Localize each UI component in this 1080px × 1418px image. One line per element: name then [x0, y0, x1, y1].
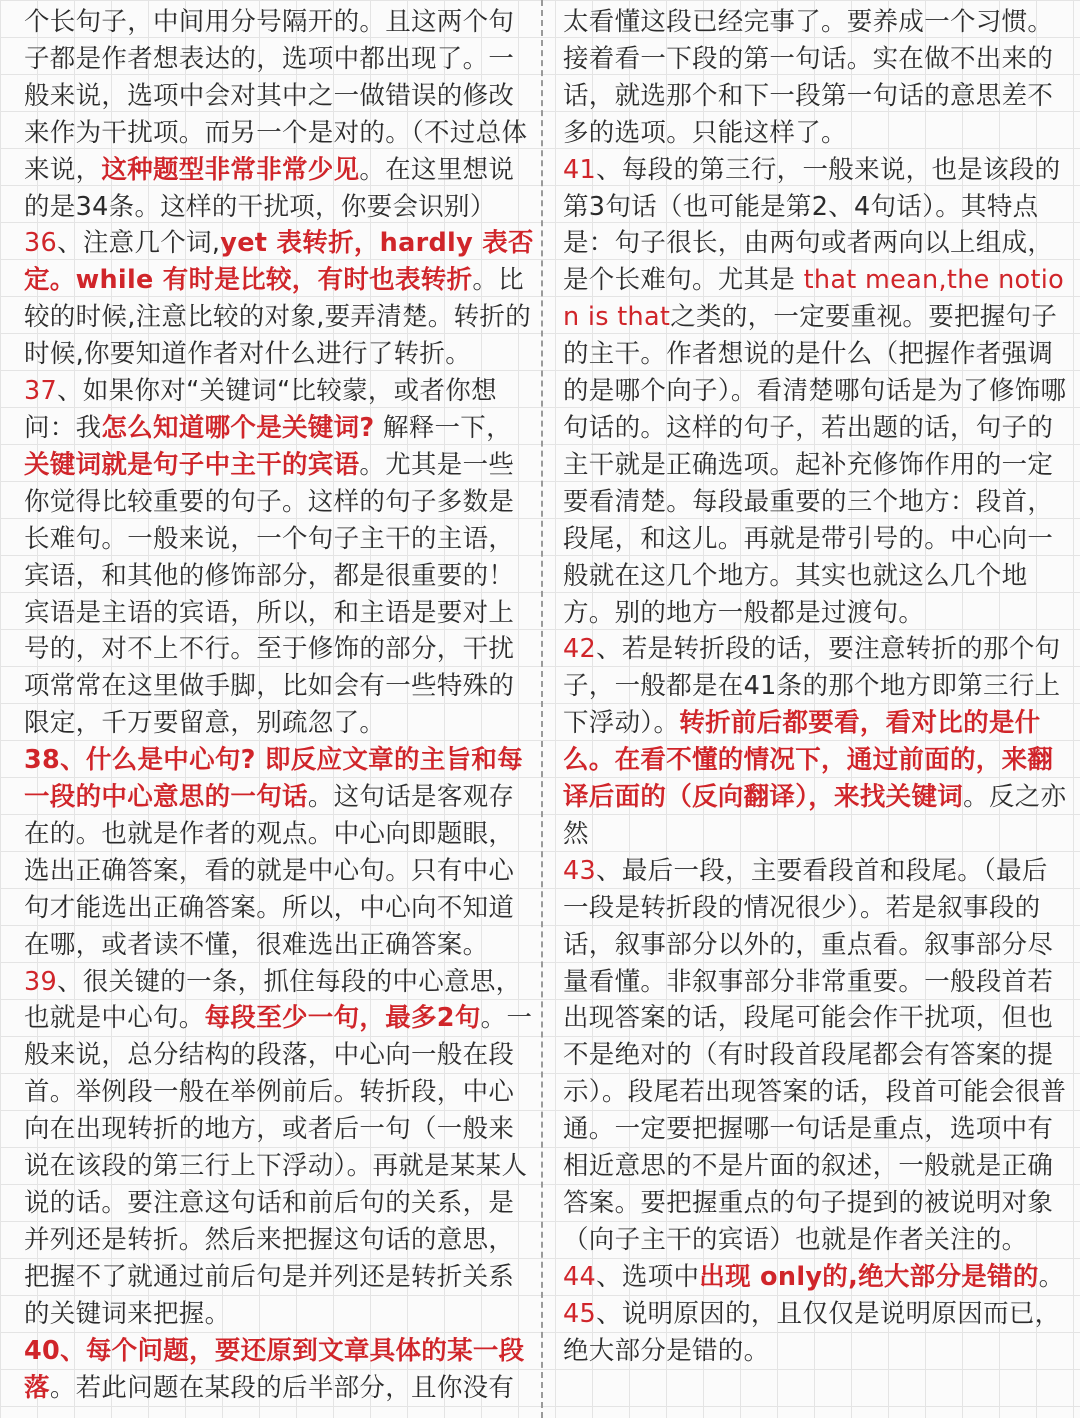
paragraph — [563, 4, 1068, 152]
body-text: 。这句话是客观存在的。也就是作者的观点。中心向即题眼，选出正确答案，看的就是中心句。只有中心句才能选出正确答案。所以，中心向不知道在哪，或者读不懂，很难选出正确答案。 — [24, 782, 515, 960]
right-column — [563, 4, 1068, 1370]
item-number: 36 — [24, 228, 58, 259]
paragraph — [24, 4, 534, 225]
paragraph — [563, 1296, 1068, 1370]
body-text: 。反之亦然 — [563, 782, 1067, 849]
item-number: 37 — [24, 376, 58, 407]
paragraph — [563, 853, 1068, 1259]
left-column — [24, 4, 534, 1406]
body-text: 、若是转折段的话，要注意转折的那个句子，一般都是在41条的那个地方即第三行上下浮动）。 — [563, 634, 1061, 739]
body-text: 太看懂这段已经完事了。要养成一个习惯。接着看一下段的第一句话。实在做不出来的话，就选那个和下一段第一句话的意思差不多的选项。只能这样了。 — [563, 7, 1054, 148]
highlighted-text: 这种题型非常非常少见 — [101, 154, 360, 185]
body-text: 、说明原因的，且仅仅是说明原因而已，绝大部分是错的。 — [563, 1298, 1061, 1366]
body-text: 之类的，一定要重视。要把握句子的主干。作者想说的是什么（把握作者强调的是哪个向子）。看清楚哪句话是为了修饰哪句话的。这样的句子，若出题的话，句子的主干就是正确选项。起补充修饰作用的一定要看清楚。每段最重要的三个地方：段首，段尾，和这儿。再就是带引号的。中心向一般就在这几个地方。其实也就这么几个地方。别的地方一般都是过渡句。 — [563, 302, 1067, 628]
highlighted-text: that mean,the notion is that — [563, 265, 1065, 333]
highlighted-text: 每段至少一句，最多2句 — [204, 1003, 481, 1034]
paragraph — [563, 631, 1068, 852]
highlighted-text: 38、什么是中心句? 即反应文章的主旨和每一段的中心意思的一句话 — [24, 745, 523, 813]
item-number: 45 — [563, 1298, 597, 1329]
body-text: 、如果你对“关键词“比较蒙，或者你想问：我 — [24, 376, 497, 443]
highlighted-text: 怎么知道哪个是关键词? — [101, 412, 375, 443]
paragraph — [24, 742, 534, 963]
item-number: 39 — [24, 966, 58, 997]
body-text: 。 — [1038, 1261, 1065, 1292]
paragraph — [563, 1259, 1068, 1296]
paragraph — [24, 964, 534, 1333]
item-number: 42 — [563, 634, 597, 665]
highlighted-text: 出现 only的,绝大部分是错的 — [699, 1261, 1039, 1292]
paragraph — [24, 1333, 534, 1407]
item-number: 41 — [563, 154, 597, 185]
body-text: 、选项中 — [596, 1261, 700, 1292]
body-text: 、每段的第三行，一般来说，也是该段的第3句话（也可能是第2、4句话）。其特点是：句子很长，由两句或者两向以上组成，是个长难句。尤其是 — [563, 154, 1061, 296]
body-text: 。一般来说，总分结构的段落，中心向一般在段首。举例段一般在举例前后。转折段，中心向在出现转折的地方，或者后一句（一般来说在该段的第三行上下浮动）。再就是某某人说的话。要注意这句话和前后句的关系，是并列还是转折。然后来把握这句话的意思，把握不了就通过前后句是并列还是转折关系的关键词来把握。 — [24, 1003, 533, 1329]
highlighted-text: 40、每个问题，要还原到文章具体的某一段落 — [24, 1335, 525, 1403]
body-text: 。尤其是一些你觉得比较重要的句子。这样的句子多数是长难句。一般来说，一个句子主干的主语，宾语，和其他的修饰部分，都是很重要的！宾语是主语的宾语，所以，和主语是要对上号的，对不上不行。至于修饰的部分，干扰项常常在这里做手脚，比如会有一些特殊的限定，千万要留意，别疏忽了。 — [24, 449, 515, 739]
highlighted-text: 转折前后都要看，看对比的是什么。在看不懂的情况下，通过前面的，来翻译后面的（反向翻译），来找关键词 — [563, 708, 1054, 813]
paragraph — [24, 225, 534, 373]
paragraph — [563, 152, 1068, 632]
body-text: 个长句子，中间用分号隔开的。且这两个句子都是作者想表达的，选项中都出现了。一般来说，选项中会对其中之一做错误的修改来作为干扰项。而另一个是对的。（不过总体来说， — [24, 7, 528, 185]
body-text: 。若此问题在某段的后半部分，且你没有 — [49, 1372, 515, 1403]
paragraph — [24, 373, 534, 742]
highlighted-text: yet 表转折，hardly 表否定。while 有时是比较，有时也表转折 — [24, 228, 534, 296]
body-text: 解释一下， — [374, 412, 512, 443]
body-text: 。在这里想说的是34条。这样的干扰项，你要会识别） — [24, 154, 515, 222]
column-divider — [541, 0, 543, 1418]
body-text: 、很关键的一条，抓住每段的中心意思，也就是中心句。 — [24, 966, 522, 1034]
highlighted-text: 关键词就是句子中主干的宾语 — [24, 449, 360, 480]
item-number: 44 — [563, 1261, 597, 1292]
body-text: 、最后一段，主要看段首和段尾。（最后一段是转折段的情况很少）。若是叙事段的话，叙事部分以外的，重点看。叙事部分尽量看懂。非叙事部分非常重要。一般段首若出现答案的话，段尾可能会作干扰项，但也不是绝对的（有时段首段尾都会有答案的提示）。段尾若出现答案的话，段首可能会很普通。一定要把握哪一句话是重点，选项中有相近意思的不是片面的叙述，一般就是正确答案。要把握重点的句子提到的被说明对象（向子主干的宾语）也就是作者关注的。 — [563, 855, 1067, 1255]
body-text: 。比较的时候,注意比较的对象,要弄清楚。转折的时候,你要知道作者对什么进行了转折。 — [24, 265, 532, 370]
body-text: 、注意几个词, — [57, 228, 221, 259]
item-number: 43 — [563, 855, 597, 886]
